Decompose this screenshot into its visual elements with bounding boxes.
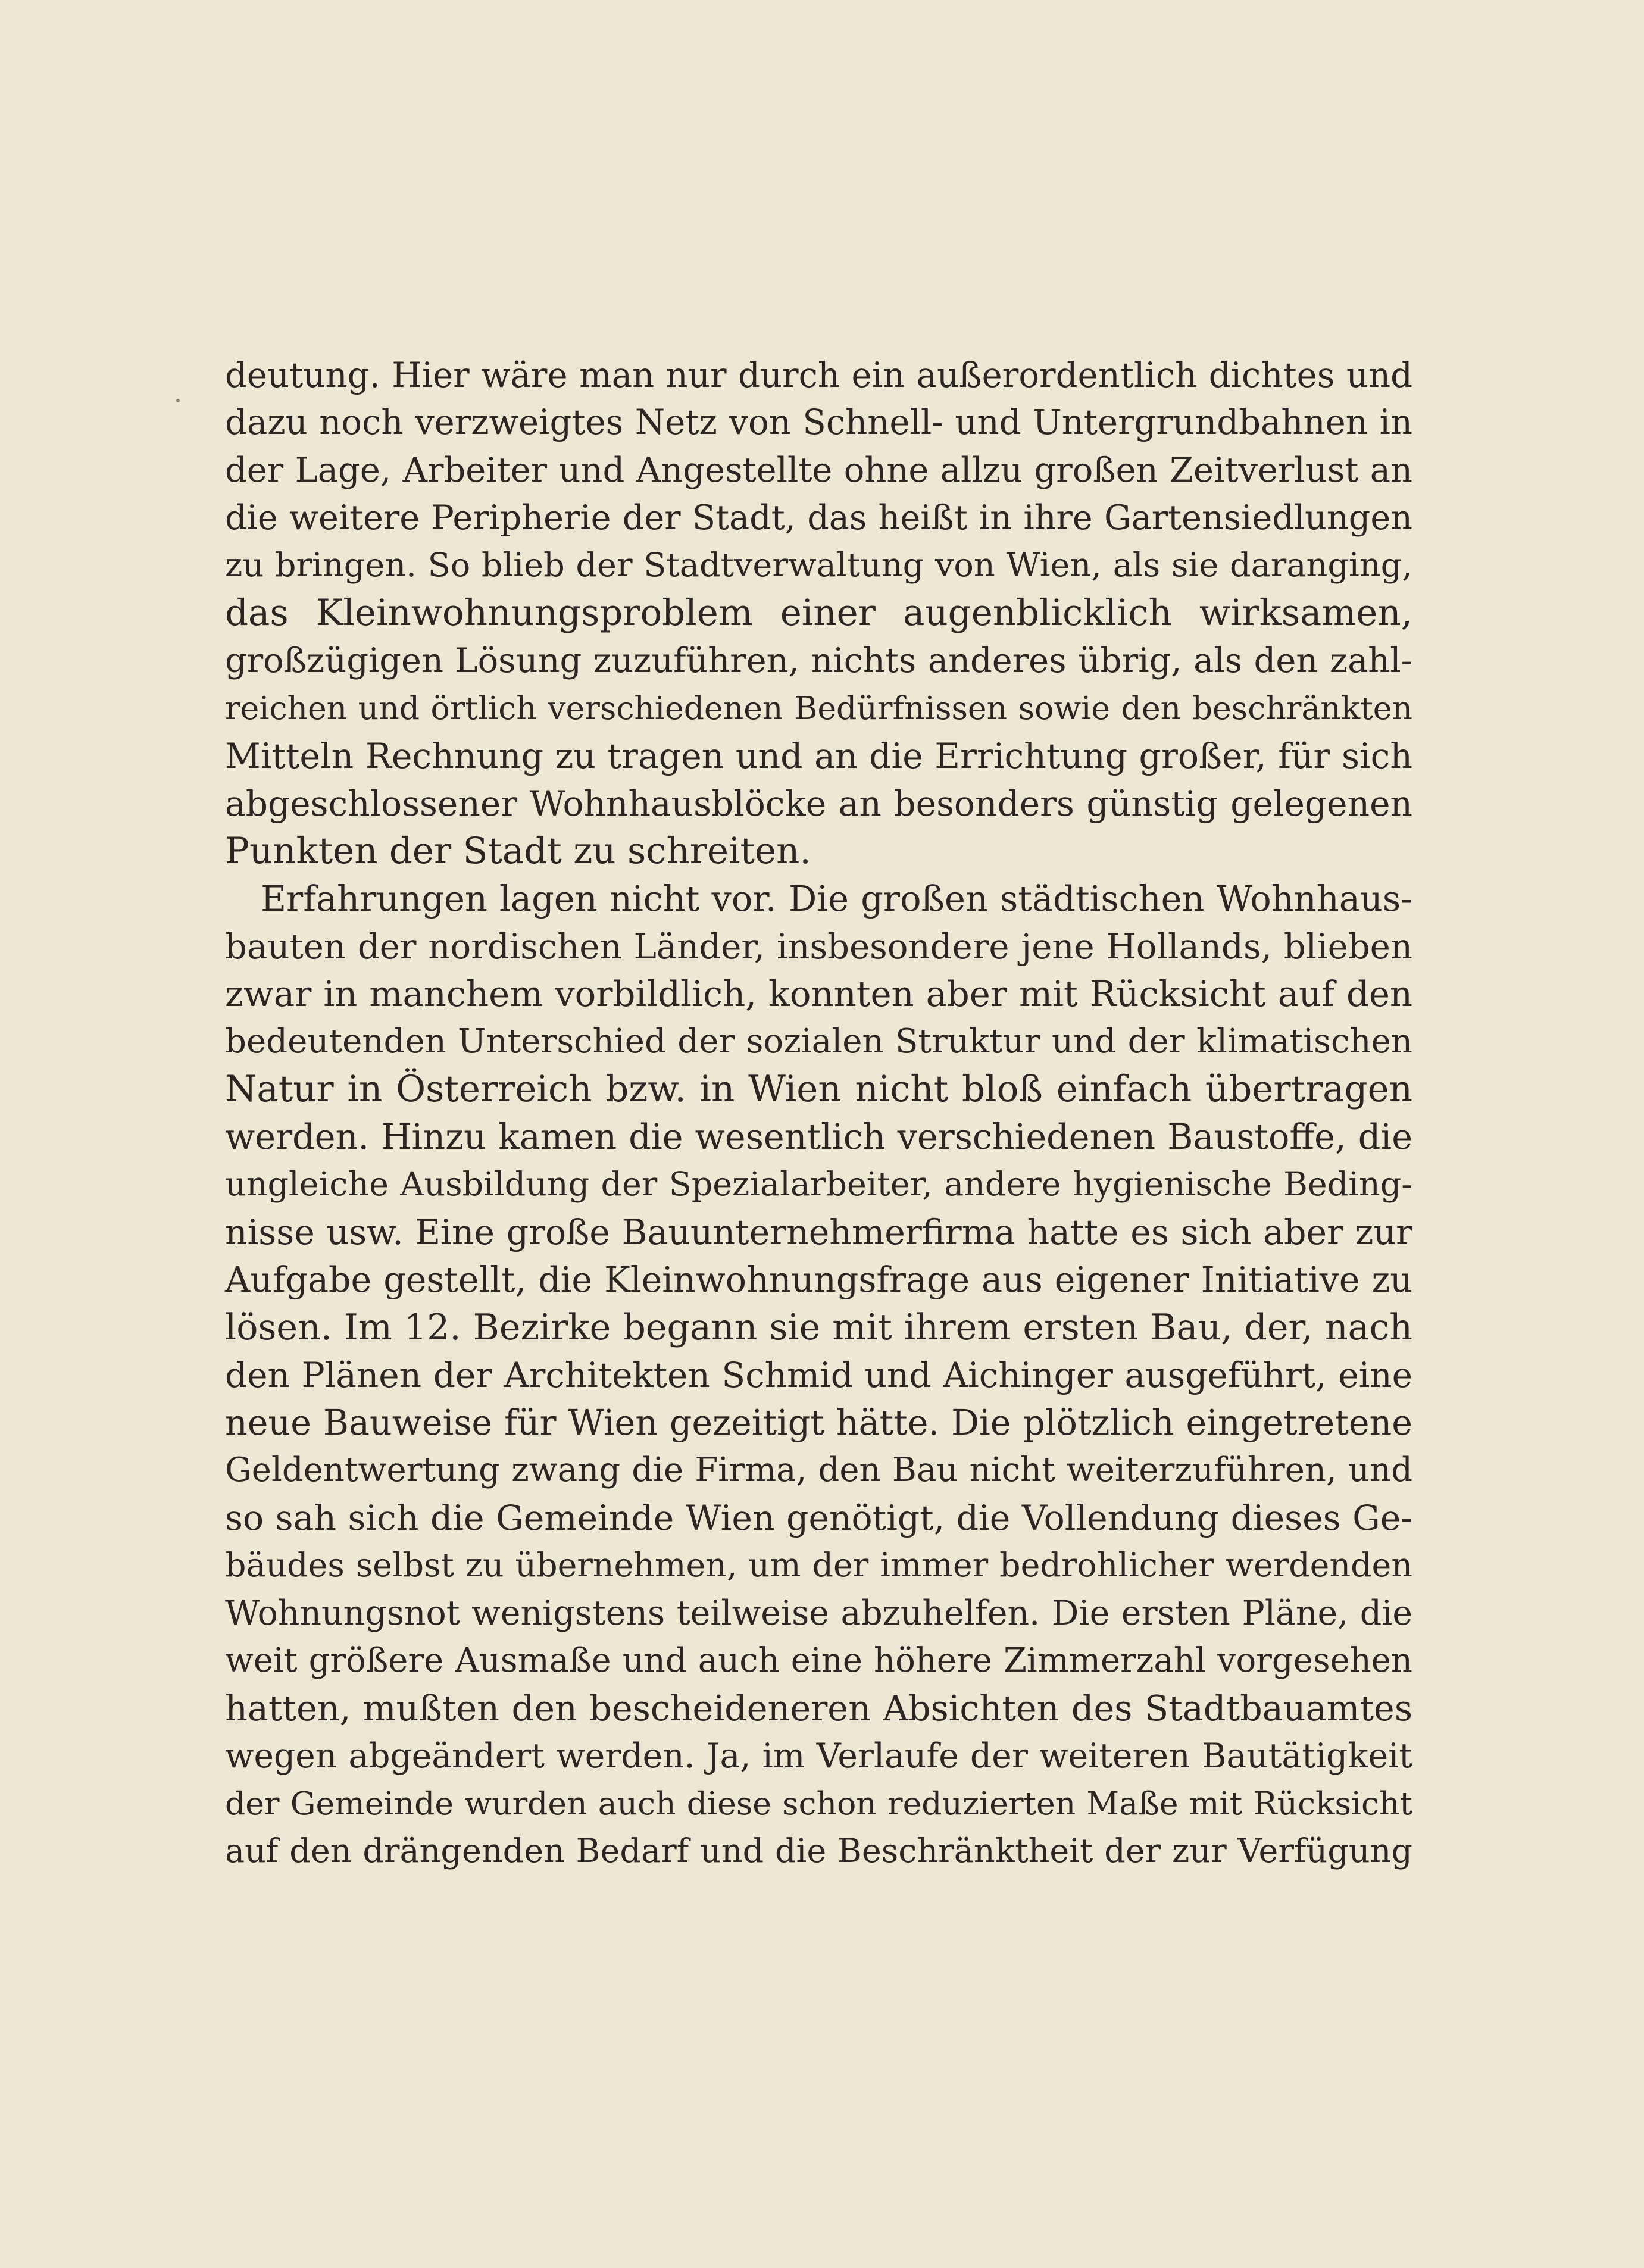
body-text — [225, 351, 1412, 1875]
text-line: die weitere Peripherie der Stadt, das heißt in ihre Gartensiedlungen — [225, 498, 1412, 538]
text-line: zu bringen. So blieb der Stadtverwaltung von Wien, als sie daranging, — [225, 546, 1412, 585]
text-line: Erfahrungen lagen nicht vor. Die großen städtischen Wohnhaus- — [261, 878, 1412, 919]
text-line: weit größere Ausmaße und auch eine höhere Zimmerzahl vorgesehen — [225, 1641, 1412, 1680]
text-line: bauten der nordischen Länder, insbesondere jene Hollands, blieben — [225, 926, 1412, 967]
text-line: wegen abgeändert werden. Ja, im Verlaufe der weiteren Bautätigkeit — [225, 1736, 1412, 1776]
text-line: abgeschlossener Wohnhausblöcke an besonders günstig gelegenen — [225, 783, 1412, 824]
text-line: Mitteln Rechnung zu tragen und an die Errichtung großer, für sich — [225, 736, 1412, 776]
text-line: großzügigen Lösung zuzuführen, nichts anderes übrig, als den zahl- — [225, 641, 1412, 680]
text-line: deutung. Hier wäre man nur durch ein außerordentlich dichtes und — [225, 355, 1412, 395]
text-line: reichen und örtlich verschiedenen Bedürfnissen sowie den beschränkten — [225, 689, 1412, 727]
text-line: bäudes selbst zu übernehmen, um der immer bedrohlicher werdenden — [225, 1547, 1412, 1585]
text-line: lösen. Im 12. Bezirke begann sie mit ihrem ersten Bau, der, nach — [225, 1307, 1412, 1348]
text-line: Aufgabe gestellt, die Kleinwohnungsfrage aus eigener Initiative zu — [225, 1260, 1412, 1300]
text-line: der Gemeinde wurden auch diese schon reduzierten Maße mit Rücksicht — [225, 1785, 1412, 1822]
text-line: der Lage, Arbeiter und Angestellte ohne allzu großen Zeitverlust an — [225, 450, 1412, 490]
text-line: nisse usw. Eine große Bauunternehmerfirma hatte es sich aber zur — [225, 1212, 1412, 1252]
text-line: den Plänen der Architekten Schmid und Aichinger ausgeführt, eine — [225, 1355, 1412, 1395]
text-line: Wohnungsnot wenigstens teilweise abzuhelfen. Die ersten Pläne, die — [225, 1594, 1412, 1633]
text-line: werden. Hinzu kamen die wesentlich verschiedenen Baustoffe, die — [225, 1116, 1412, 1157]
text-line: Natur in Österreich bzw. in Wien nicht bloß einfach übertragen — [225, 1068, 1412, 1110]
text-line: neue Bauweise für Wien gezeitigt hätte. Die plötzlich eingetretene — [225, 1402, 1412, 1443]
text-line: Punkten der Stadt zu schreiten. — [225, 830, 811, 872]
text-line: ungleiche Ausbildung der Spezialarbeiter, andere hygienische Beding- — [225, 1165, 1412, 1204]
text-line: das Kleinwohnungsproblem einer augenblicklich wirksamen, — [225, 592, 1412, 634]
text-line: so sah sich die Gemeinde Wien genötigt, die Vollendung dieses Ge- — [225, 1498, 1412, 1538]
text-line: dazu noch verzweigtes Netz von Schnell- und Untergrundbahnen in — [225, 402, 1412, 442]
text-line: auf den drängenden Bedarf und die Beschränktheit der zur Verfügung — [225, 1832, 1412, 1870]
text-line: bedeutenden Unterschied der sozialen Struktur und der klimatischen — [225, 1022, 1412, 1061]
text-line: Geldentwertung zwang die Firma, den Bau nicht weiterzuführen, und — [225, 1451, 1412, 1489]
text-line: zwar in manchem vorbildlich, konnten aber mit Rücksicht auf den — [225, 973, 1412, 1014]
text-line: hatten, mußten den bescheideneren Absichten des Stadtbauamtes — [225, 1688, 1412, 1729]
margin-mark — [176, 399, 180, 402]
